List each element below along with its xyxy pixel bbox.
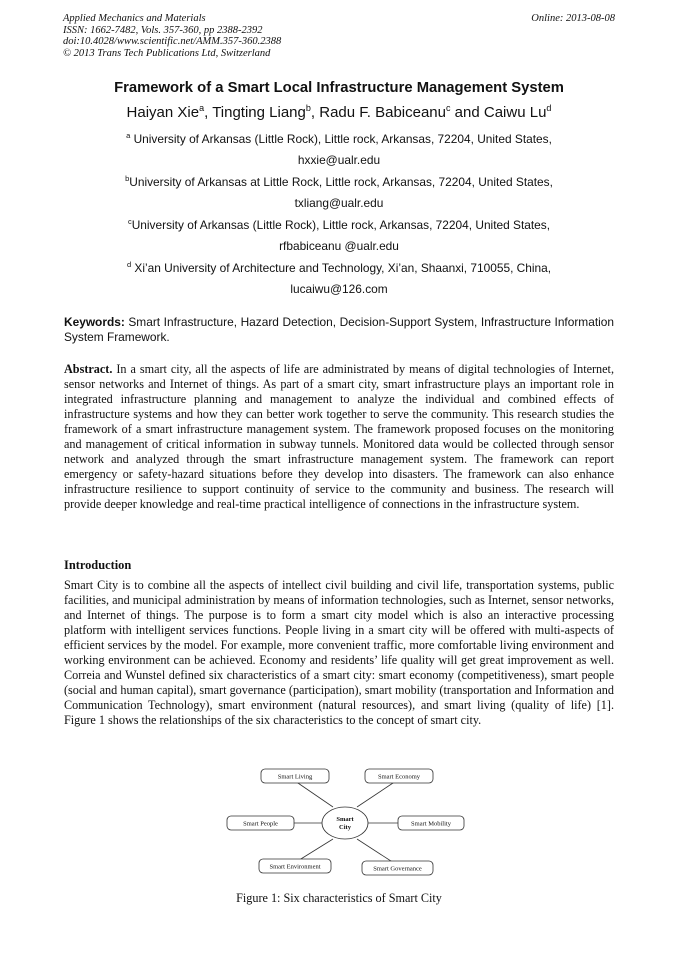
author-affiliation-mark: c — [446, 103, 451, 113]
author-separator: , — [204, 104, 213, 121]
keywords-text: Smart Infrastructure, Hazard Detection, Decision-Support System, Infrastructure Information System Framework. — [64, 315, 614, 344]
figure-1-diagram — [224, 764, 466, 880]
author-conjunction: and — [450, 104, 484, 121]
connector-living — [295, 781, 333, 807]
affiliation-mark: d — [126, 260, 132, 269]
figure-1-caption: Figure 1: Six characteristics of Smart City — [236, 891, 442, 905]
affiliation-text: University of Arkansas (Little Rock), Little rock, Arkansas, 72204, United States, — [130, 131, 552, 146]
node-label-people: Smart People — [243, 820, 278, 828]
author-affiliation-mark: d — [546, 103, 552, 113]
affiliation-text: Xi’an University of Architecture and Technology, Xi’an, Shaanxi, 710055, China, — [131, 260, 552, 275]
affiliation-c-email: rfbabiceanu @ualr.edu — [279, 239, 399, 253]
abstract-label: Abstract. — [64, 362, 113, 376]
journal-header — [63, 13, 281, 59]
node-label-living: Smart Living — [277, 773, 313, 781]
connector-economy — [357, 781, 396, 807]
author-name: Caiwu Lu — [483, 104, 547, 121]
journal-name: Applied Mechanics and Materials — [63, 13, 206, 24]
affiliation-d — [40, 260, 638, 275]
paper-title: Framework of a Smart Local Infrastructure Management System — [114, 80, 564, 96]
affiliation-text: University of Arkansas (Little Rock), Little rock, Arkansas, 72204, United States, — [131, 217, 551, 232]
affiliation-mark: a — [126, 131, 131, 140]
keywords-label: Keywords: — [64, 315, 125, 329]
author-name: Haiyan Xie — [126, 104, 200, 121]
affiliation-b — [40, 174, 638, 189]
center-label-line2: City — [339, 824, 351, 831]
author-list — [40, 103, 638, 121]
node-label-economy: Smart Economy — [377, 773, 421, 781]
affiliation-c — [40, 217, 638, 232]
keywords-paragraph — [64, 315, 614, 344]
node-label-governance: Smart Governance — [373, 865, 422, 873]
author-separator: , — [310, 104, 320, 121]
node-label-mobility: Smart Mobility — [411, 820, 451, 828]
issn-line: ISSN: 1662-7482, Vols. 357-360, pp 2388-2392 — [63, 24, 263, 36]
section-heading-introduction: Introduction — [64, 558, 132, 572]
abstract-paragraph — [64, 362, 614, 512]
connector-governance — [357, 839, 394, 863]
affiliation-a-email: hxxie@ualr.edu — [297, 153, 381, 167]
node-label-environment: Smart Environment — [269, 863, 321, 871]
affiliation-mark: c — [127, 217, 132, 226]
copyright-line: © 2013 Trans Tech Publications Ltd, Switzerland — [63, 47, 271, 59]
center-node — [322, 807, 368, 839]
center-label-line1: Smart — [336, 816, 354, 823]
affiliation-b-email: txliang@ualr.edu — [294, 196, 384, 210]
author-affiliation-mark: a — [199, 103, 205, 113]
author-name: Tingting Liang — [212, 104, 306, 121]
affiliation-d-email: lucaiwu@126.com — [290, 282, 388, 296]
affiliation-mark: b — [125, 174, 130, 183]
introduction-paragraph: Smart City is to combine all the aspects of intellect civil building and civil life, transportation systems, public facilities, and municipal administration by means of information technologies, such as Internet, sensor networks, and Internet of things. The purpose is to form a smart city model which is also an interactive processing platform with intelligent services functions. People living in a smart city will be offered with multi-aspects of efficient services by the model. For example, more convenient traffic, more comfortable living environment and working environment can be achieved. Economy and residents’ life quality will get great improvement as well. Correia and Wunstel defined six characteristics of a smart city: smart economy (competitiveness), smart people (social and human capital), smart governance (participation), smart mobility (transportation and Information and Communication Technology), smart environment (natural resources), and smart living (quality of life) [1]. Figure 1 shows the relationships of the six characteristics to the concept of smart city. — [64, 578, 614, 728]
affiliation-a — [40, 131, 638, 146]
author-affiliation-mark: b — [305, 103, 311, 113]
author-name: Radu F. Babiceanu — [319, 104, 446, 121]
connector-environment — [296, 839, 333, 862]
doi-line: doi:10.4028/www.scientific.net/AMM.357-360.2388 — [63, 36, 282, 47]
affiliation-text: University of Arkansas at Little Rock, Little rock, Arkansas, 72204, United States, — [129, 174, 553, 189]
abstract-text: In a smart city, all the aspects of life are administrated by means of digital technologies of Internet, sensor networks and Internet of things. As part of a smart city, smart infrastructure plays an important role in integrated infrastructure planning and management to analyze the individual and combined effects of infrastructure systems and how they can better work together to serve the community. This research studies the framework of a smart infrastructure management system. The framework proposed focuses on the monitoring and management of critical information in subway tunnels. Monitored data would be collected through sensor network and analyzed through the smart infrastructure management system. The framework can report emergency or safety-hazard situations before they develop into disasters. The framework can also enhance infrastructure resilience to support continuity of service to the community and business. The research will provide deeper knowledge and real-time practical intelligence of connections in the infrastructure system. — [64, 362, 614, 512]
online-date: Online: 2013-08-08 — [531, 13, 615, 24]
